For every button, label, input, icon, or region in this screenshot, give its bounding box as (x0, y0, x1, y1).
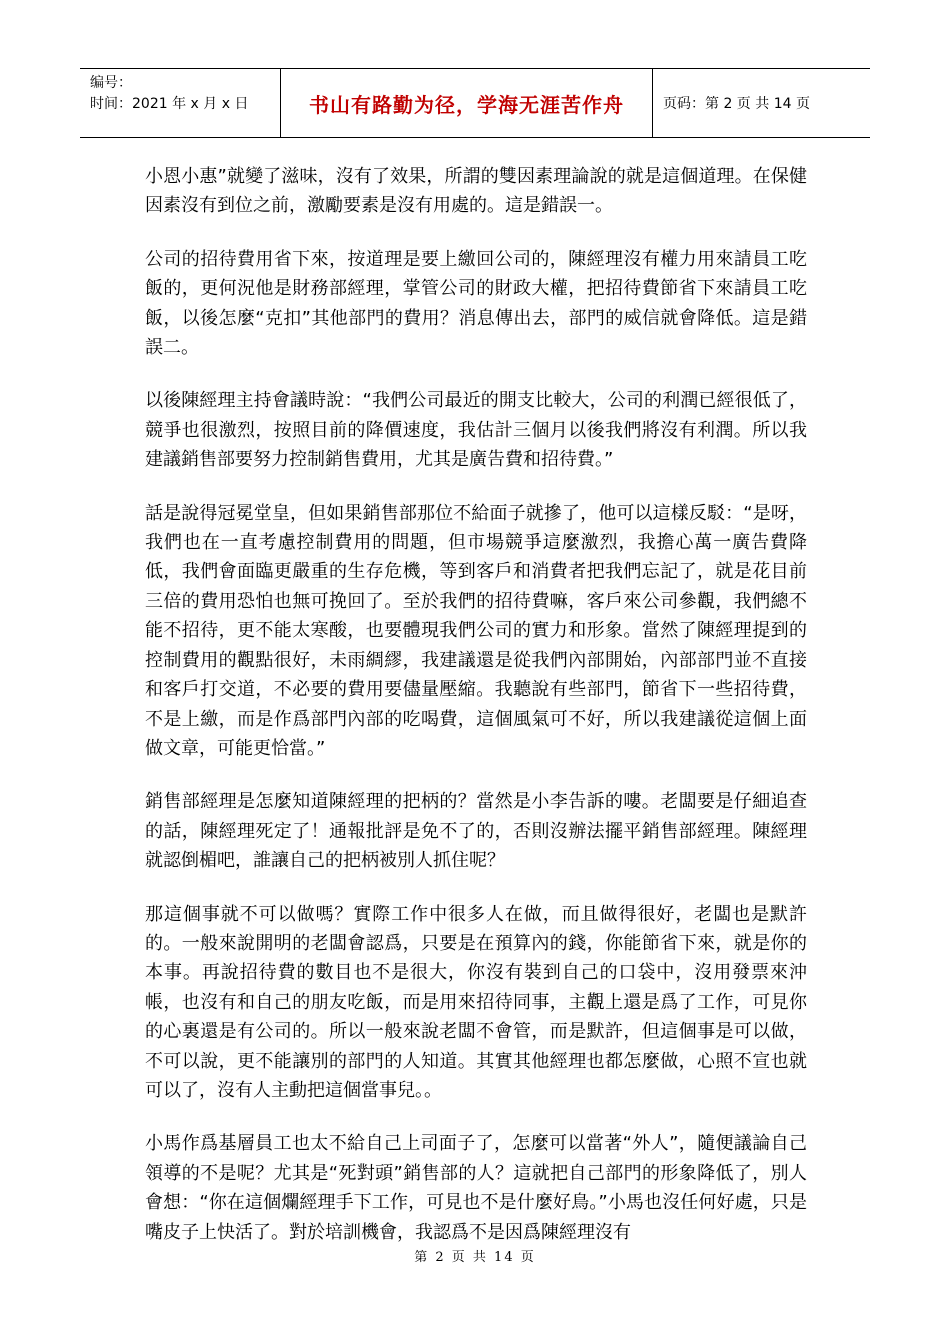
document-body (145, 162, 807, 1271)
paragraph: 小馬作爲基層員工也太不給自己上司面子了，怎麼可以當著“外人”，隨便議論自己領導的不是呢？尤其是“死對頭”銷售部的人？這就把自己部門的形象降低了，別人會想：“你在這個爛經理手下工作，可見也不是什麼好鳥。”小馬也沒任何好處，只是嘴皮子上快活了。對於培訓機會，我認爲不是因爲陳經理沒有 (145, 1133, 807, 1243)
header-page-info: 页码：第 2 页 共 14 页 (663, 96, 810, 112)
paragraph: 公司的招待費用省下來，按道理是要上繳回公司的，陳經理沒有權力用來請員工吃飯的，更何況他是財務部經理，掌管公司的財政大權，把招待費節省下來請員工吃飯，以後怎麼“克扣”其他部門的費用？消息傳出去，部門的威信就會降低。這是錯誤二。 (145, 248, 807, 359)
page-header (80, 68, 870, 138)
code-label: 编号： (90, 75, 132, 91)
paragraph: 話是說得冠冕堂皇，但如果銷售部那位不給面子就摻了，他可以這樣反駁：“是呀，我們也在一直考慮控制費用的問題，但市場競爭這麼激烈，我擔心萬一廣告費降低，我們會面臨更嚴重的生存危機，等到客戶和消費者把我們忘記了，就是花目前三倍的費用恐怕也無可挽回了。至於我們的招待費嘛，客戶來公司參觀，我們總不能不招待，更不能太寒酸，也要體現我們公司的實力和形象。當然了陳經理提到的控制費用的觀點很好，未雨綢繆，我建議還是從我們內部開始，內部部門並不直接和客戶打交道，不必要的費用要儘量壓縮。我聽說有些部門，節省下一些招待費，不是上繳，而是作爲部門內部的吃喝費，這個風氣可不好，所以我建議從這個上面做文章，可能更恰當。” (145, 502, 807, 759)
paragraph: 以後陳經理主持會議時說：“我們公司最近的開支比較大，公司的利潤已經很低了，競爭也很激烈，按照目前的降價速度，我估計三個月以後我們將沒有利潤。所以我建議銷售部要努力控制銷售費用，尤其是廣告費和招待費。” (145, 390, 807, 471)
paragraph: 銷售部經理是怎麼知道陳經理的把柄的？當然是小李告訴的嘍。老闆要是仔細追查的話，陳經理死定了！通報批評是免不了的，否則沒辦法擺平銷售部經理。陳經理就認倒楣吧，誰讓自己的把柄被別人抓住呢？ (145, 791, 807, 872)
time-label: 时间：2021 年 x 月 x 日 (90, 96, 249, 112)
paragraph: 小恩小惠”就變了滋味，沒有了效果，所謂的雙因素理論說的就是這個道理。在保健因素沒有到位之前，激勵要素是沒有用處的。這是錯誤一。 (145, 166, 807, 217)
page-footer: 第 2 页 共 14 页 (414, 1250, 536, 1265)
paragraph: 那這個事就不可以做嗎？實際工作中很多人在做，而且做得很好，老闆也是默許的。一般來說開明的老闆會認爲，只要是在預算內的錢，你能節省下來，就是你的本事。再說招待費的數目也不是很大，你沒有裝到自己的口袋中，沒用發票來沖帳，也沒有和自己的朋友吃飯，而是用來招待同事，主觀上還是爲了工作，可見你的心裏還是有公司的。所以一般來說老闆不會管，而是默許，但這個事是可以做，不可以說，更不能讓別的部門的人知道。其實其他經理也都怎麼做，心照不宣也就可以了，沒有人主動把這個當事兒。。 (145, 903, 807, 1101)
header-motto: 书山有路勤为径，学海无涯苦作舟 (280, 69, 653, 137)
header-meta (80, 69, 280, 137)
